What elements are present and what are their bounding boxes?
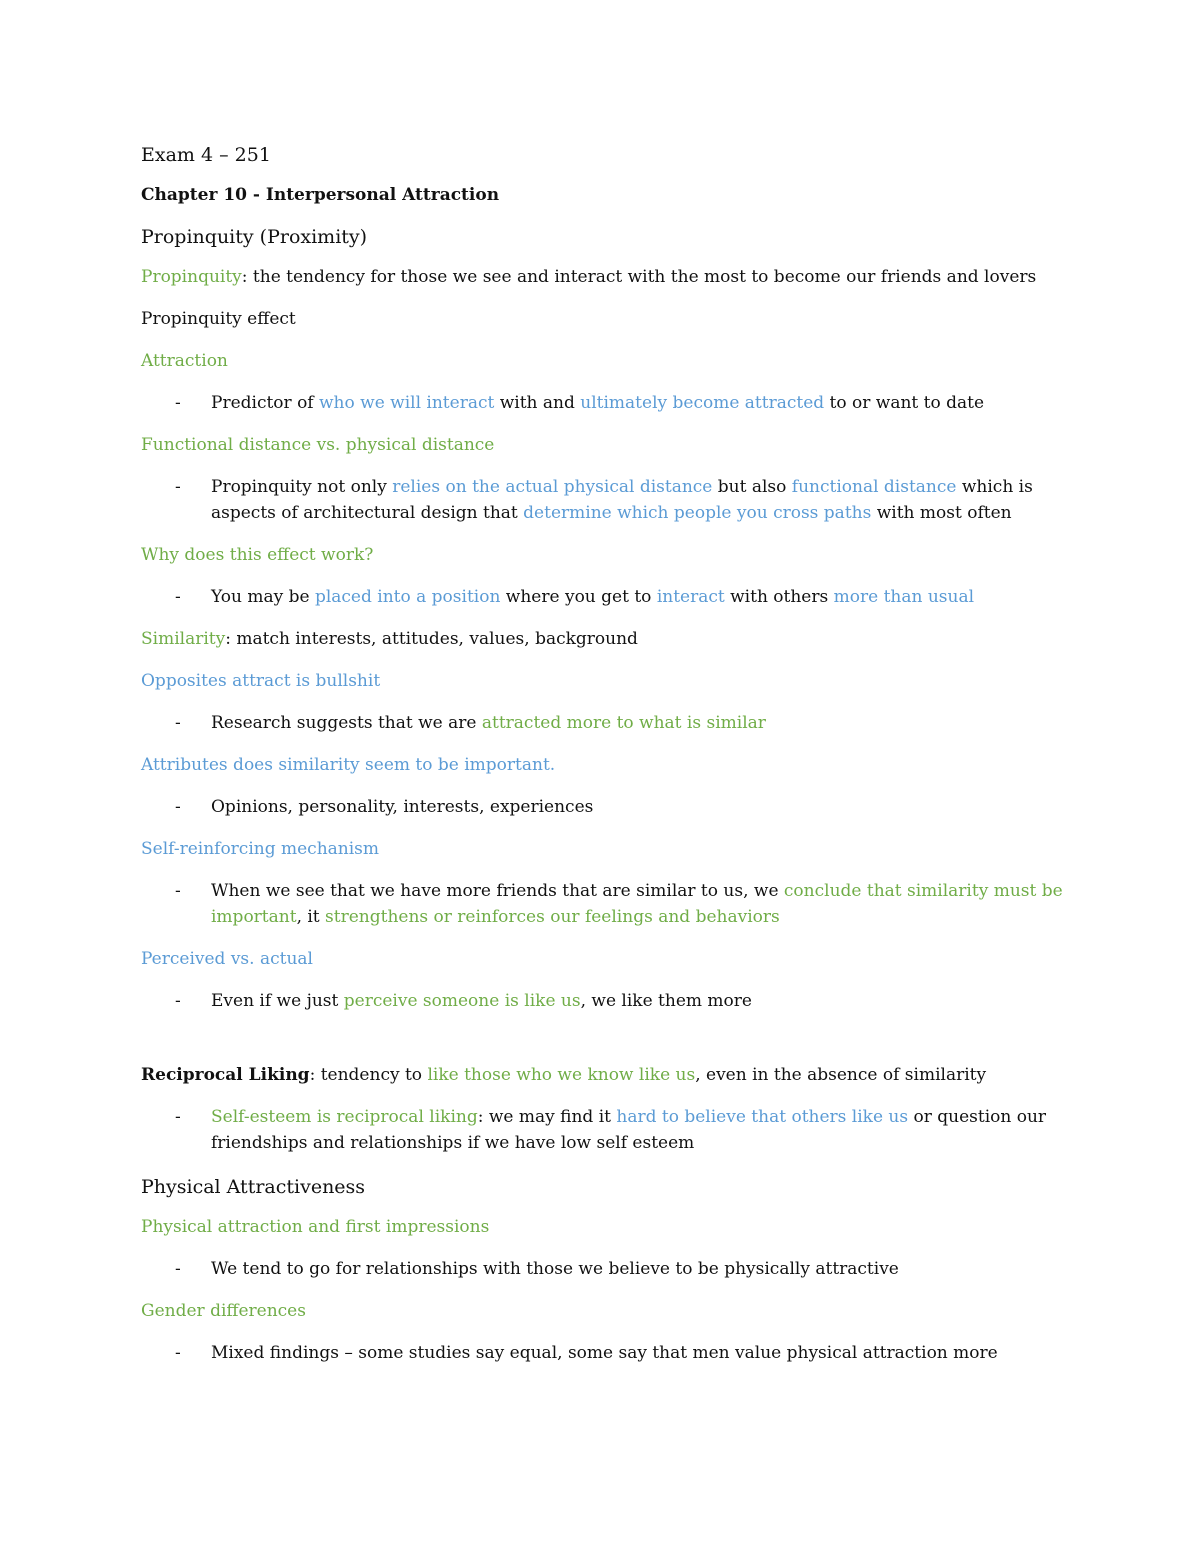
bullet-item: - Propinquity not only relies on the actual physical distance but also functional distance which is aspects of architectural design that determine which people you cross paths with most often bbox=[141, 474, 1071, 526]
bullet-dash: - bbox=[175, 991, 181, 1011]
term-reciprocal-liking: Reciprocal Liking bbox=[141, 1065, 310, 1085]
bullet-item: - You may be placed into a position where you get to interact with others more than usual bbox=[141, 584, 1071, 610]
bullet-item: - We tend to go for relationships with those we believe to be physically attractive bbox=[141, 1256, 1071, 1282]
term-propinquity: Propinquity bbox=[141, 267, 242, 287]
bullet-item: - When we see that we have more friends that are similar to us, we conclude that similarity must be important, it strengthens or reinforces our feelings and behaviors bbox=[141, 878, 1071, 930]
bullet-dash: - bbox=[175, 1107, 181, 1127]
chapter-heading: Chapter 10 - Interpersonal Attraction bbox=[141, 185, 500, 205]
term-similarity: Similarity bbox=[141, 629, 226, 649]
subheading-self-reinforcing: Self-reinforcing mechanism bbox=[141, 839, 380, 859]
bullet-item: - Research suggests that we are attracted more to what is similar bbox=[141, 710, 1071, 736]
subheading-why-effect-works: Why does this effect work? bbox=[141, 545, 374, 565]
reciprocal-liking-definition: Reciprocal Liking: tendency to like those who we know like us, even in the absence of similarity bbox=[141, 1065, 987, 1085]
subheading-gender-differences: Gender differences bbox=[141, 1301, 306, 1321]
bullet-item: - Mixed findings – some studies say equal, some say that men value physical attraction more bbox=[141, 1340, 1071, 1366]
subheading-attributes: Attributes does similarity seem to be important. bbox=[141, 755, 556, 775]
subheading-perceived-vs-actual: Perceived vs. actual bbox=[141, 949, 313, 969]
propinquity-definition bbox=[141, 264, 1071, 290]
bullet-dash: - bbox=[175, 713, 181, 733]
bullet-dash: - bbox=[175, 477, 181, 497]
bullet-item: - Opinions, personality, interests, experiences bbox=[141, 794, 1071, 820]
propinquity-effect: Propinquity effect bbox=[141, 309, 296, 329]
document-body bbox=[141, 140, 1071, 1382]
subheading-opposites-attract: Opposites attract is bullshit bbox=[141, 671, 381, 691]
bullet-dash: - bbox=[175, 881, 181, 901]
blank-line bbox=[141, 1030, 1071, 1062]
similarity-definition: Similarity: match interests, attitudes, values, background bbox=[141, 629, 638, 649]
section-heading-physical-attractiveness: Physical Attractiveness bbox=[141, 1176, 366, 1198]
subheading-functional-distance: Functional distance vs. physical distance bbox=[141, 435, 495, 455]
document-title: Exam 4 – 251 bbox=[141, 144, 271, 166]
bullet-dash: - bbox=[175, 393, 181, 413]
bullet-dash: - bbox=[175, 1343, 181, 1363]
bullet-item: - Self-esteem is reciprocal liking: we may find it hard to believe that others like us or question our friendships and relationships if we have low self esteem bbox=[141, 1104, 1071, 1156]
bullet-item: - Even if we just perceive someone is like us, we like them more bbox=[141, 988, 1071, 1014]
subheading-first-impressions: Physical attraction and first impressions bbox=[141, 1217, 490, 1237]
subheading-attraction: Attraction bbox=[141, 351, 228, 371]
definition-text: : the tendency for those we see and interact with the most to become our friends and lovers bbox=[241, 267, 1037, 287]
bullet-dash: - bbox=[175, 1259, 181, 1279]
bullet-dash: - bbox=[175, 797, 181, 817]
section-heading-propinquity: Propinquity (Proximity) bbox=[141, 226, 368, 248]
bullet-item: - Predictor of who we will interact with and ultimately become attracted to or want to date bbox=[141, 390, 1071, 416]
bullet-dash: - bbox=[175, 587, 181, 607]
